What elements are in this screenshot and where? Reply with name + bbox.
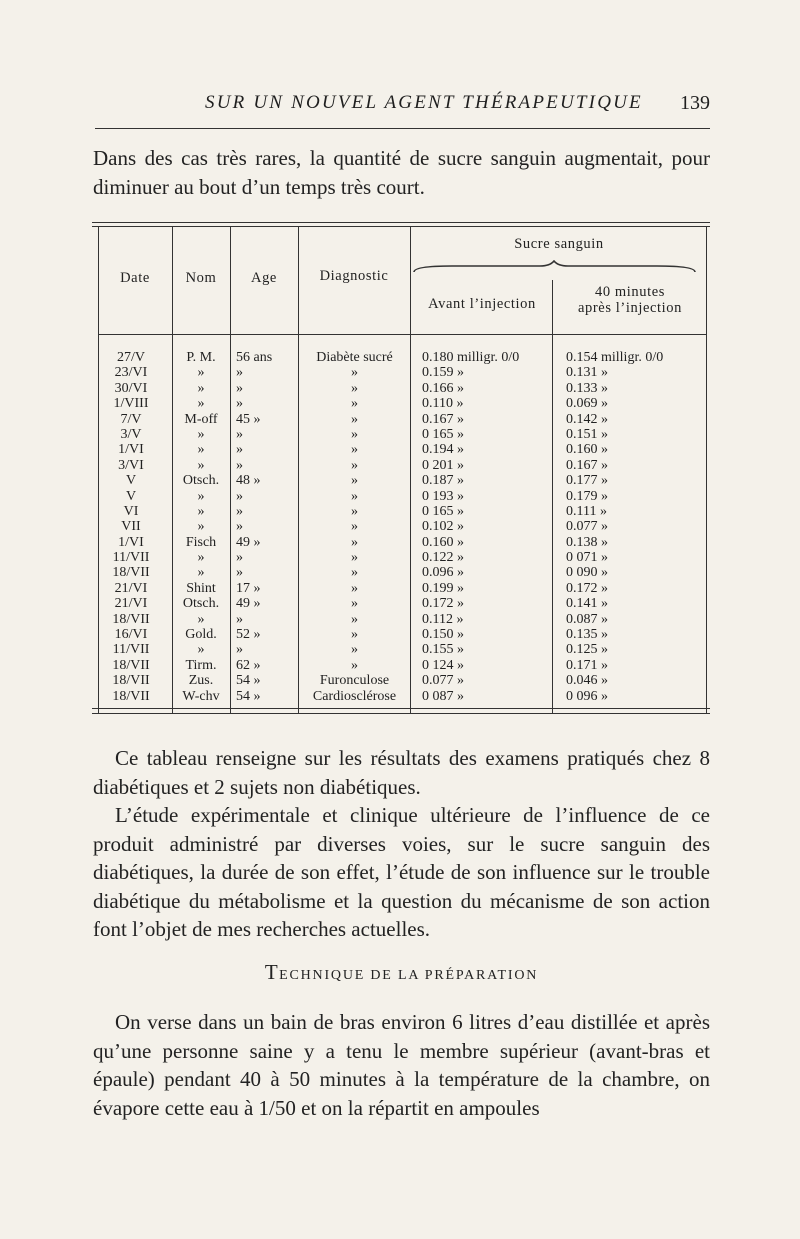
table-row (92, 504, 710, 519)
table-row (92, 412, 710, 427)
cell-age: » (236, 426, 243, 442)
cell-apres: 0.167 » (566, 457, 608, 473)
cell-avant: 0 087 » (422, 688, 464, 704)
cell-age: » (236, 519, 243, 535)
header-nom: Nom (185, 270, 217, 286)
cell-avant: 0.180 milligr. 0/0 (422, 350, 520, 365)
cell-nom: P. M. (186, 350, 216, 365)
table-top-rule (92, 222, 710, 223)
cell-apres: 0.133 » (566, 380, 608, 396)
table-row (92, 627, 710, 642)
table-row (92, 350, 710, 365)
cell-apres: 0.142 » (566, 411, 608, 427)
table-row (92, 565, 710, 580)
cell-diagnostic: » (351, 365, 358, 381)
cell-nom: W-chv (182, 688, 220, 704)
cell-apres: 0 096 » (566, 688, 608, 704)
cell-date: 21/VI (114, 596, 148, 612)
header-avant: Avant l’injection (428, 296, 536, 312)
cell-nom: » (197, 365, 205, 381)
paragraph-study: L’étude expérimentale et clinique ultérieure de l’influence de ce produit administré par diverses voies, sur le sucre sanguin des diabétiques, la durée de son effet, l’étude de son influence sur le trouble diabétique du métabolisme et la question du mécanisme de son action font l’objet de mes recherches actuelles. (93, 803, 710, 941)
table-row (92, 673, 710, 688)
paragraph-technique: On verse dans un bain de bras environ 6 litres d’eau distillée et après qu’une personne saine y a tenu le membre supérieur (avant-bras et épaule) pendant 40 à 50 minutes à la température de la chambre, on évapore cette eau à 1/50 et on la répartit en ampoules (93, 1010, 710, 1120)
cell-avant: 0.155 » (422, 642, 464, 658)
cell-date: V (125, 473, 137, 489)
table-row (92, 596, 710, 611)
table-row (92, 473, 710, 488)
table-row (92, 458, 710, 473)
cell-nom: » (197, 488, 205, 504)
cell-avant: 0.159 » (422, 365, 464, 381)
cell-diagnostic: » (351, 642, 358, 658)
cell-diagnostic: » (351, 580, 358, 596)
header-apres-line2: après l’injection (577, 300, 682, 316)
cell-diagnostic: » (351, 519, 358, 535)
cell-age: 45 » (236, 411, 261, 427)
group-brace (412, 260, 697, 274)
cell-age: 17 » (236, 580, 261, 596)
cell-nom: » (197, 611, 205, 627)
cell-age: » (236, 457, 243, 473)
cell-apres: 0.171 » (566, 657, 608, 673)
cell-age: » (236, 488, 243, 504)
cell-diagnostic: Cardiosclérose (312, 688, 397, 704)
header-separator (98, 334, 706, 335)
cell-nom: » (197, 457, 205, 473)
cell-age: 62 » (236, 657, 261, 673)
cell-date: 18/VII (112, 688, 150, 704)
running-title: SUR UN NOUVEL AGENT THÉRAPEUTIQUE (205, 92, 643, 113)
cell-diagnostic: » (351, 488, 358, 504)
cell-date: VI (123, 503, 139, 519)
cell-nom: Otsch. (182, 596, 220, 612)
cell-age: » (236, 380, 243, 396)
cell-diagnostic: » (351, 426, 358, 442)
table-row (92, 612, 710, 627)
cell-nom: Gold. (185, 627, 217, 643)
cell-apres: 0.141 » (566, 596, 608, 612)
cell-diagnostic: » (351, 550, 358, 566)
cell-avant: 0 193 » (422, 488, 464, 504)
cell-apres: 0.160 » (566, 442, 608, 458)
cell-nom: » (197, 396, 205, 412)
table-bottom-rule (92, 713, 710, 714)
cell-date: 27/V (117, 350, 145, 365)
cell-date: 18/VII (112, 657, 150, 673)
cell-date: 23/VI (114, 365, 148, 381)
cell-diagnostic: » (351, 380, 358, 396)
cell-avant: 0.077 » (422, 673, 464, 689)
cell-avant: 0 165 » (422, 503, 464, 519)
cell-diagnostic: » (351, 565, 358, 581)
cell-diagnostic: » (351, 457, 358, 473)
cell-diagnostic: » (351, 534, 358, 550)
cell-apres: 0 090 » (566, 565, 608, 581)
cell-age: » (236, 396, 243, 412)
header-date: Date (120, 270, 150, 286)
cell-diagnostic: Furonculose (319, 673, 390, 689)
section-heading-rest: ECHNIQUE DE LA PRÉPARATION (279, 968, 539, 983)
cell-nom: » (197, 442, 205, 458)
section-heading (93, 960, 710, 985)
page-number: 139 (680, 92, 710, 114)
cell-apres: 0 071 » (566, 550, 608, 566)
cell-avant: 0.110 » (422, 396, 464, 412)
cell-avant: 0 201 » (422, 457, 464, 473)
cell-age: » (236, 365, 243, 381)
cell-nom: Zus. (188, 673, 214, 689)
cell-age: » (236, 611, 243, 627)
cell-apres: 0.177 » (566, 473, 608, 489)
cell-date: 18/VII (112, 565, 150, 581)
cell-avant: 0.102 » (422, 519, 464, 535)
paragraph-intro: Dans des cas très rares, la quantité de sucre sanguin augmentait, pour diminuer au bout d’un temps très court. (93, 146, 710, 199)
cell-age: 52 » (236, 627, 261, 643)
cell-diagnostic: » (351, 411, 358, 427)
header-apres-line1: 40 minutes (594, 284, 666, 300)
cell-diagnostic: » (351, 627, 358, 643)
cell-age: 54 » (236, 673, 261, 689)
cell-date: 18/VII (112, 611, 150, 627)
table-row (92, 381, 710, 396)
cell-age: 48 » (236, 473, 261, 489)
cell-nom: » (197, 380, 205, 396)
cell-avant: 0.160 » (422, 534, 464, 550)
cell-age: » (236, 642, 243, 658)
cell-avant: 0.172 » (422, 596, 464, 612)
cell-date: 1/VI (118, 442, 144, 458)
table-row (92, 365, 710, 380)
cell-diagnostic: » (351, 657, 358, 673)
header-rule (95, 128, 710, 129)
cell-apres: 0.172 » (566, 580, 608, 596)
cell-date: 18/VII (112, 673, 150, 689)
cell-age: 56 ans (236, 350, 273, 365)
table-row (92, 642, 710, 657)
cell-diagnostic: » (351, 503, 358, 519)
cell-date: V (125, 488, 137, 504)
cell-apres: 0.087 » (566, 611, 608, 627)
table-row (92, 550, 710, 565)
cell-diagnostic: Diabète sucré (316, 350, 393, 365)
table-row (92, 658, 710, 673)
cell-apres: 0.179 » (566, 488, 608, 504)
cell-date: 3/VI (118, 457, 144, 473)
running-head (95, 92, 710, 120)
cell-date: 11/VII (112, 642, 150, 658)
cell-avant: 0.112 » (422, 611, 464, 627)
table-row (92, 396, 710, 411)
cell-apres: 0.138 » (566, 534, 608, 550)
header-diagnostic: Diagnostic (319, 268, 389, 284)
cell-apres: 0.131 » (566, 365, 608, 381)
cell-diagnostic: » (351, 442, 358, 458)
cell-apres: 0.046 » (566, 673, 608, 689)
table-row (92, 535, 710, 550)
cell-apres: 0.154 milligr. 0/0 (566, 350, 664, 365)
cell-date: 3/V (120, 426, 142, 442)
paragraph-summary: Ce tableau renseigne sur les résultats des examens pratiqués chez 8 diabétiques et 2 sujets non diabétiques. (93, 746, 710, 799)
cell-age: » (236, 442, 243, 458)
cell-diagnostic: » (351, 611, 358, 627)
header-age: Age (251, 270, 277, 286)
cell-nom: Shint (186, 580, 216, 596)
cell-nom: » (197, 503, 205, 519)
cell-nom: Fisch (185, 534, 217, 550)
cell-nom: Otsch. (182, 473, 220, 489)
cell-avant: 0 124 » (422, 657, 464, 673)
cell-nom: Tirm. (185, 657, 217, 673)
cell-nom: » (197, 519, 205, 535)
cell-avant: 0.150 » (422, 627, 464, 643)
cell-apres: 0.151 » (566, 426, 608, 442)
cell-age: 49 » (236, 534, 261, 550)
cell-avant: 0.166 » (422, 380, 464, 396)
table-row (92, 427, 710, 442)
cell-age: » (236, 565, 243, 581)
blood-sugar-table (92, 222, 710, 716)
table-row (92, 689, 710, 704)
cell-age: » (236, 550, 243, 566)
cell-apres: 0.069 » (566, 396, 608, 412)
cell-avant: 0.122 » (422, 550, 464, 566)
cell-apres: 0.135 » (566, 627, 608, 643)
cell-date: 30/VI (114, 380, 148, 396)
cell-age: 49 » (236, 596, 261, 612)
cell-avant: 0.194 » (422, 442, 464, 458)
cell-apres: 0.111 » (566, 503, 607, 519)
cell-apres: 0.125 » (566, 642, 608, 658)
table-top-rule-inner (92, 226, 710, 227)
cell-avant: 0.096 » (422, 565, 464, 581)
cell-date: 21/VI (114, 580, 148, 596)
cell-date: 1/VI (118, 534, 144, 550)
cell-diagnostic: » (351, 473, 358, 489)
table-row (92, 519, 710, 534)
section-heading-initial: T (264, 960, 280, 984)
cell-avant: 0.199 » (422, 580, 464, 596)
table-body (92, 350, 710, 704)
cell-age: 54 » (236, 688, 261, 704)
cell-date: 16/VI (114, 627, 148, 643)
cell-nom: M-off (184, 411, 218, 427)
cell-nom: » (197, 642, 205, 658)
cell-date: 11/VII (112, 550, 150, 566)
cell-nom: » (197, 550, 205, 566)
table-bottom-rule-inner (92, 708, 710, 709)
cell-avant: 0 165 » (422, 426, 464, 442)
table-row (92, 489, 710, 504)
cell-date: VII (121, 519, 141, 535)
table-row (92, 442, 710, 457)
cell-diagnostic: » (351, 596, 358, 612)
table-row (92, 581, 710, 596)
cell-nom: » (197, 565, 205, 581)
cell-nom: » (197, 426, 205, 442)
cell-apres: 0.077 » (566, 519, 608, 535)
header-group-sucre-sanguin: Sucre sanguin (514, 236, 604, 252)
cell-age: » (236, 503, 243, 519)
cell-avant: 0.187 » (422, 473, 464, 489)
cell-date: 7/V (120, 411, 142, 427)
cell-diagnostic: » (351, 396, 358, 412)
cell-date: 1/VIII (113, 396, 149, 412)
cell-avant: 0.167 » (422, 411, 464, 427)
